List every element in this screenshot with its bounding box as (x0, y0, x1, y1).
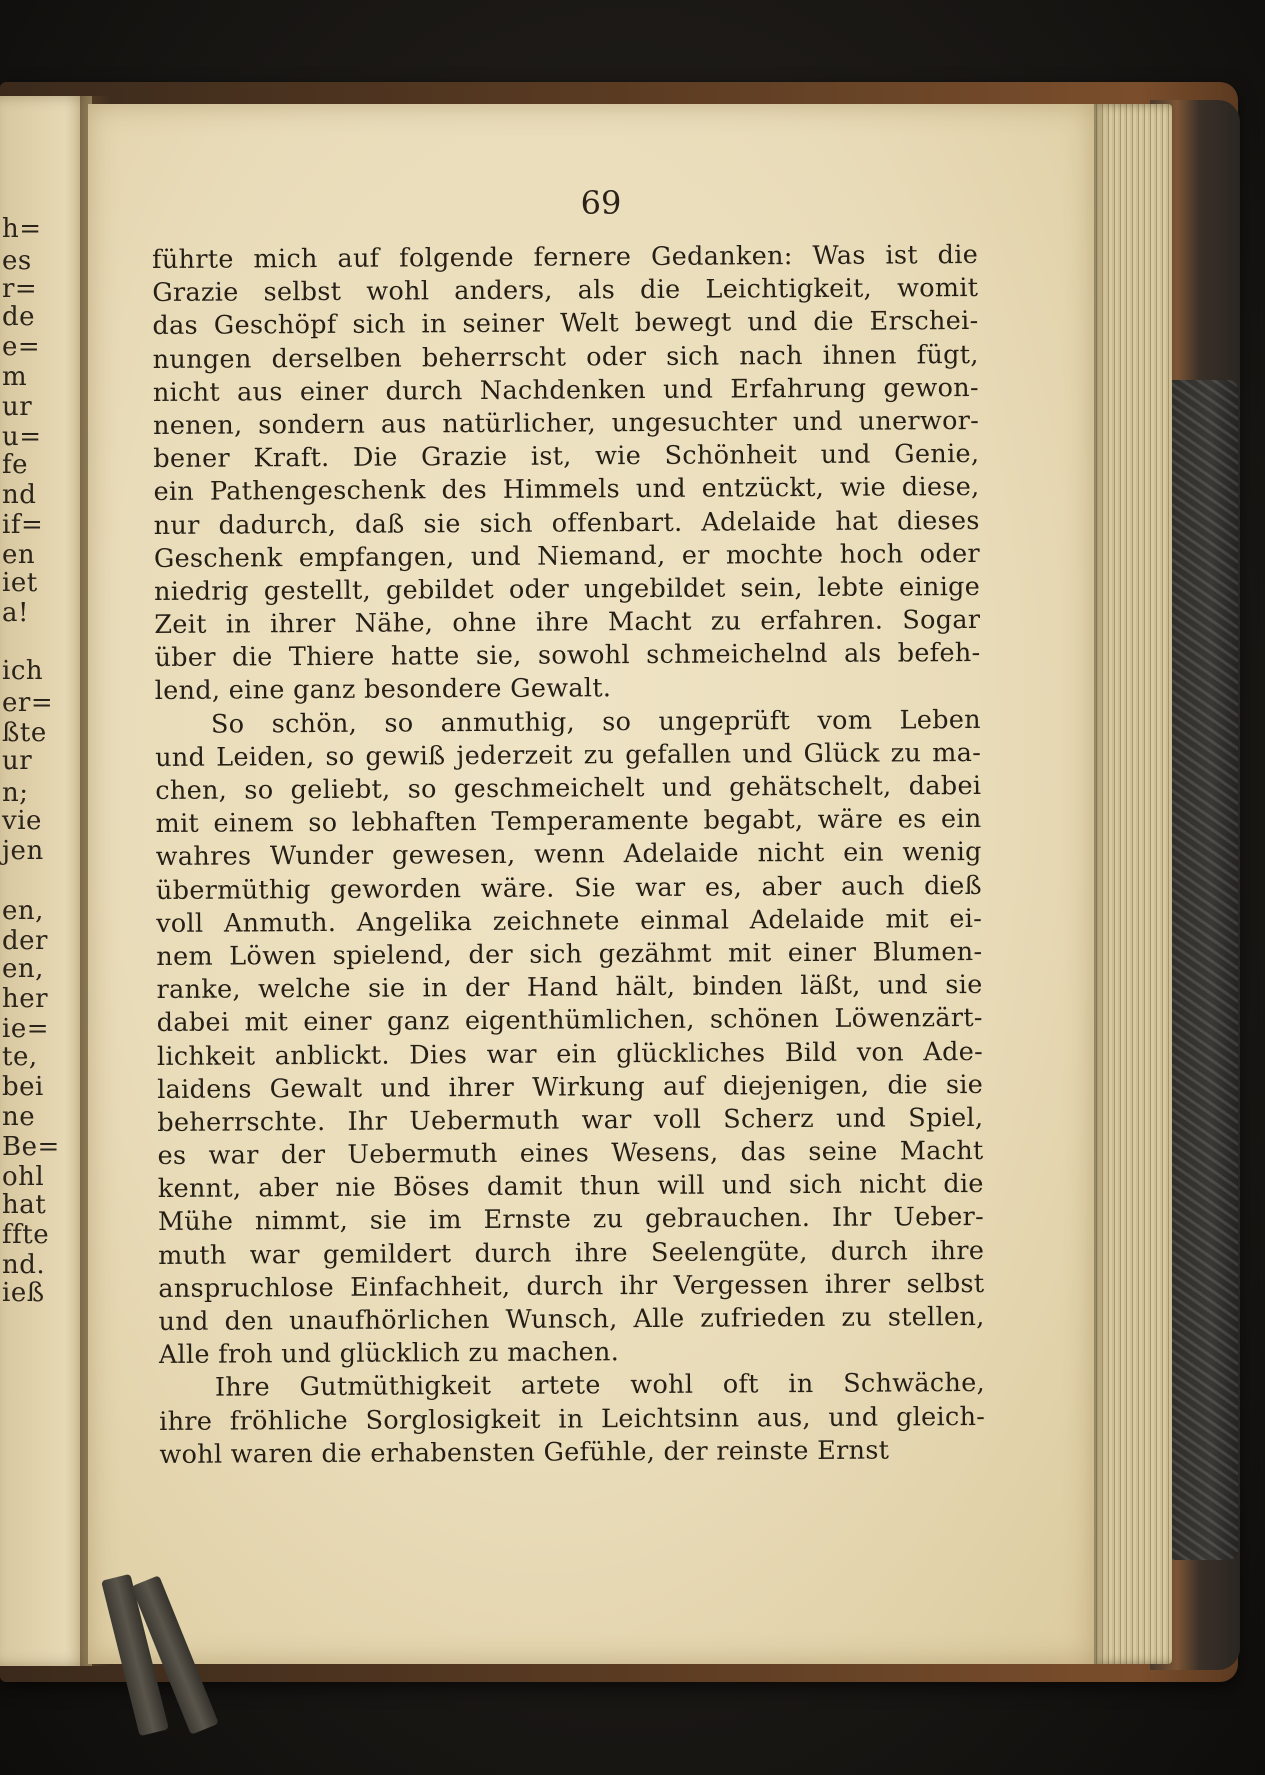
text-line: voll Anmuth. Angelika zeichnete einmal Adelaide mit ei- (156, 903, 983, 939)
text-line: führte mich auf folgende fernere Gedanken: Was ist die (152, 239, 979, 275)
text-line: ihre fröhliche Sorglosigkeit in Leichtsinn aus, und gleich- (159, 1401, 986, 1437)
left-page-text-fragment: ur (2, 746, 33, 776)
text-line: wohl waren die erhabensten Gefühle, der reinste Ernst (159, 1435, 890, 1470)
paragraph (155, 704, 985, 1373)
left-page-text-fragment: en, (2, 954, 44, 984)
left-page-text-fragment: a! (2, 598, 29, 628)
marbled-board (1170, 380, 1238, 1560)
left-page-text-fragment: e= (2, 332, 41, 362)
left-page-text-fragment: de (2, 302, 36, 332)
left-page-text-fragment: u= (2, 422, 42, 452)
left-page-text-fragment: fe (2, 450, 29, 480)
left-page-text-fragment: her (2, 984, 49, 1014)
left-page-text-fragment: ohl (2, 1162, 45, 1192)
left-page-text-fragment: en (2, 540, 36, 570)
left-page-text-fragment: ieß (2, 1278, 45, 1308)
left-page-text-fragment: if= (2, 510, 44, 540)
text-line: über die Thiere hatte sie, sowohl schmeichelnd als befeh- (154, 638, 981, 674)
paragraph (159, 1367, 986, 1472)
text-line: nungen derselben beherrscht oder sich nach ihnen fügt, (152, 339, 979, 375)
text-line: anspruchlose Einfachheit, durch ihr Vergessen ihrer selbst (158, 1268, 985, 1304)
left-page-text-fragment: ie= (2, 1014, 49, 1044)
left-page (0, 96, 92, 1666)
page-text (152, 239, 985, 1472)
left-page-text-fragment: der (2, 926, 48, 956)
text-line: nem Löwen spielend, der sich gezähmt mit einer Blumen- (156, 936, 983, 972)
left-page-text-fragment: n; (2, 778, 29, 808)
text-line: Ihre Gutmüthigkeit artete wohl oft in Schwäche, (214, 1368, 986, 1404)
left-page-text-fragment: bei (2, 1072, 44, 1102)
left-page-text-fragment: nd. (2, 1250, 46, 1280)
left-page-text-fragment: jen (2, 836, 44, 866)
text-line: niedrig gestellt, gebildet oder ungebildet sein, lebte einige (154, 571, 981, 607)
text-line: Zeit in ihrer Nähe, ohne ihre Macht zu erfahren. Sogar (154, 605, 981, 641)
left-page-text-fragment: ich (2, 656, 44, 686)
left-page-text-fragment: ßte (2, 718, 47, 748)
left-page-text-fragment: m (2, 362, 28, 392)
text-line: ranke, welche sie in der Hand hält, binden läßt, und sie (156, 970, 983, 1006)
text-line: Grazie selbst wohl anders, als die Leichtigkeit, womit (152, 273, 979, 309)
text-line: kennt, aber nie Böses damit thun will und sich nicht die (157, 1169, 984, 1205)
left-page-text-fragment: ur (2, 392, 33, 422)
book-page (88, 104, 1094, 1664)
left-page-text-fragment: er= (2, 688, 54, 718)
text-line: nicht aus einer durch Nachdenken und Erfahrung gewon- (152, 372, 979, 408)
left-page-text-fragment: ffte (2, 1220, 50, 1250)
text-line: es war der Uebermuth eines Wesens, das seine Macht (157, 1136, 984, 1172)
text-line: und Leiden, so gewiß jederzeit zu gefallen und Glück zu ma- (155, 737, 982, 773)
text-line: laidens Gewalt und ihrer Wirkung auf diejenigen, die sie (157, 1069, 984, 1105)
paragraph (152, 239, 981, 709)
left-page-text-fragment: iet (2, 568, 38, 598)
text-line: Geschenk empfangen, und Niemand, er mochte hoch oder (153, 538, 980, 574)
text-line: bener Kraft. Die Grazie ist, wie Schönheit und Genie, (153, 439, 980, 475)
text-line: chen, so geliebt, so geschmeichelt und gehätschelt, dabei (155, 770, 982, 806)
text-line: ein Pathengeschenk des Himmels und entzückt, wie diese, (153, 472, 980, 508)
text-line: Mühe nimmt, sie im Ernste zu gebrauchen. Ihr Ueber- (157, 1202, 985, 1238)
text-line: muth war gemildert durch ihre Seelengüte, durch ihre (158, 1235, 985, 1271)
left-page-text-fragment: vie (2, 806, 42, 836)
left-page-text-fragment: te, (2, 1042, 38, 1072)
left-page-text-fragment: es (2, 246, 32, 276)
text-line: das Geschöpf sich in seiner Welt bewegt und die Erschei- (152, 306, 979, 342)
left-page-text-fragment: r= (2, 274, 38, 304)
page-edges (1094, 104, 1172, 1664)
text-line: lichkeit anblickt. Dies war ein glückliches Bild von Ade- (156, 1036, 984, 1072)
left-page-text-fragment: hat (2, 1190, 47, 1220)
left-page-text-fragment: ne (2, 1102, 36, 1132)
left-page-text-fragment: en, (2, 896, 44, 926)
text-line: Alle froh und glücklich zu machen. (158, 1337, 620, 1371)
text-line: beherrschte. Ihr Uebermuth war voll Scherz und Spiel, (157, 1102, 984, 1138)
text-line: mit einem so lebhaften Temperamente begabt, wäre es ein (155, 804, 982, 840)
text-line: übermüthig geworden wäre. Sie war es, aber auch dieß (155, 870, 983, 906)
text-line: So schön, so anmuthig, so ungeprüft vom Leben (210, 704, 982, 740)
left-page-text-fragment: Be= (2, 1132, 60, 1162)
text-line: nenen, sondern aus natürlicher, ungesuchter und unerwor- (153, 405, 980, 441)
text-line: nur dadurch, daß sie sich offenbart. Adelaide hat dieses (153, 505, 980, 541)
text-line: dabei mit einer ganz eigenthümlichen, schönen Löwenzärt- (156, 1003, 983, 1039)
left-page-text-fragment: nd (2, 480, 37, 510)
text-line: wahres Wunder gewesen, wenn Adelaide nicht ein wenig (155, 837, 982, 873)
text-line: lend, eine ganz besondere Gewalt. (154, 673, 612, 707)
page-number: 69 (580, 184, 622, 222)
text-line: und den unaufhörlichen Wunsch, Alle zufrieden zu stellen, (158, 1301, 985, 1337)
left-page-text-fragment: h= (2, 214, 42, 244)
